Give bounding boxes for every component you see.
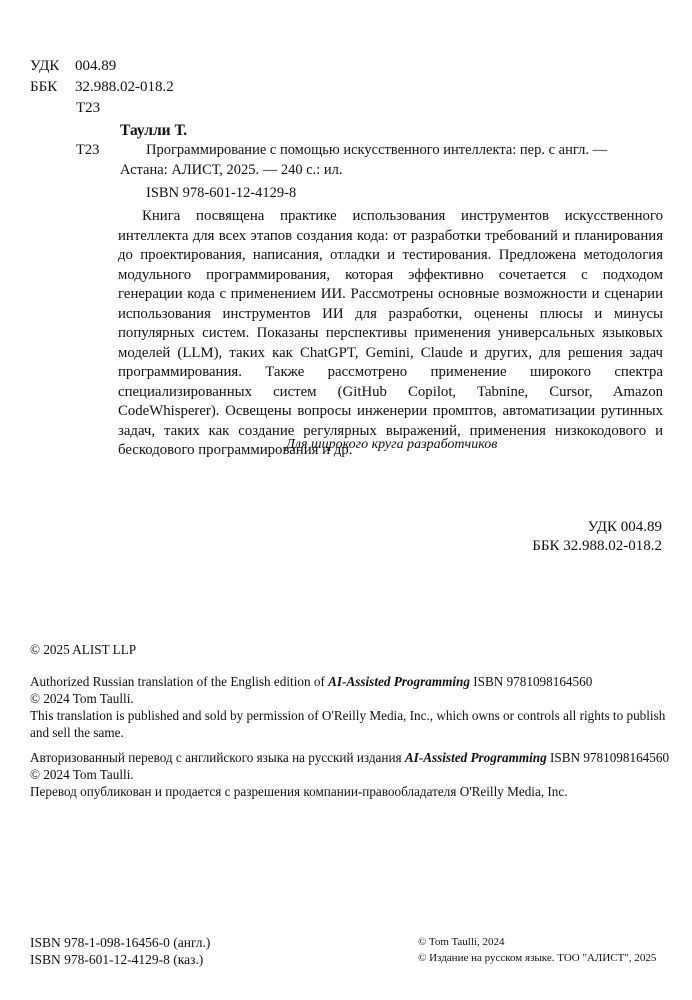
author-mark-record: Т23 xyxy=(76,142,100,158)
ru-author-copyright: © 2024 Tom Taulli. xyxy=(30,767,134,782)
ru-translation-pre: Авторизованный перевод с английского языка на русский издания xyxy=(30,750,405,765)
ru-translation-line xyxy=(30,749,669,767)
title-line-1: Программирование с помощью искусственного интеллекта: пер. с англ. — xyxy=(146,142,608,158)
annotation: Книга посвящена практике использования инструментов искусственного интеллекта для всех этапов создания кода: от разработки требований и планирования до проектирования, написания, отладки и тестирования. Предложена методология модульного программирования, которая эффективно сочетается с подходом генерации кода с применением ИИ. Рассмотрены основные возможности и сценарии использования инструментов ИИ для разработки, оценены плюсы и минусы популярных систем. Показаны перспективы применения универсальных языковых моделей (LLM), таких как ChatGPT, Gemini, Claude и других, для решения задач программирования. Также рассмотрено применение широкого спектра специализированных систем (GitHub Copilot, Tabnine, Cursor, Amazon CodeWhisperer). Освещены вопросы инженерии промптов, автоматизации рутинных задач, таких как создание регулярных выражений, применения низкокодового и бескодового программирования и др. xyxy=(118,208,663,458)
isbn-kazakh: ISBN 978-601-12-4129-8 (каз.) xyxy=(30,952,204,967)
alist-copyright: © 2025 ALIST LLP xyxy=(30,642,137,657)
en-permission-line-1: This translation is published and sold by permission of O'Reilly Media, Inc., which owns or controls all rights to publish xyxy=(30,708,666,723)
bbk-right: ББК 32.988.02-018.2 xyxy=(532,538,662,554)
audience: Для широкого круга разработчиков xyxy=(286,437,498,452)
bbk-label: ББК xyxy=(30,79,58,95)
en-isbn: ISBN 9781098164560 xyxy=(469,674,593,689)
isbn-record: ISBN 978-601-12-4129-8 xyxy=(146,185,297,201)
en-author-copyright: © 2024 Tom Taulli. xyxy=(30,691,134,706)
author-mark-top: Т23 xyxy=(76,100,101,116)
ru-book-title: AI-Assisted Programming xyxy=(404,750,547,765)
en-translation-line xyxy=(30,673,592,691)
author-copyright-footer: © Tom Taulli, 2024 xyxy=(418,936,505,948)
udk-value: 004.89 xyxy=(75,58,117,74)
ru-isbn: ISBN 9781098164560 xyxy=(546,750,670,765)
author-name: Таулли Т. xyxy=(120,122,188,139)
title-line-2: Астана: АЛИСТ, 2025. — 240 с.: ил. xyxy=(120,162,343,178)
bbk-line xyxy=(30,77,174,98)
en-permission-line-2: and sell the same. xyxy=(30,725,124,740)
isbn-english: ISBN 978-1-098-16456-0 (англ.) xyxy=(30,935,211,950)
edition-copyright-footer: © Издание на русском языке. ТОО "АЛИСТ", 2025 xyxy=(418,952,657,964)
udk-line xyxy=(30,56,116,77)
udk-right: УДК 004.89 xyxy=(587,519,662,535)
en-translation-pre: Authorized Russian translation of the English edition of xyxy=(30,674,329,689)
bbk-value: 32.988.02-018.2 xyxy=(75,79,174,95)
en-book-title: AI-Assisted Programming xyxy=(328,674,470,689)
udk-label: УДК xyxy=(30,58,60,74)
ru-permission: Перевод опубликован и продается с разрешения компании-правообладателя O'Reilly Media, Inc. xyxy=(30,784,568,799)
